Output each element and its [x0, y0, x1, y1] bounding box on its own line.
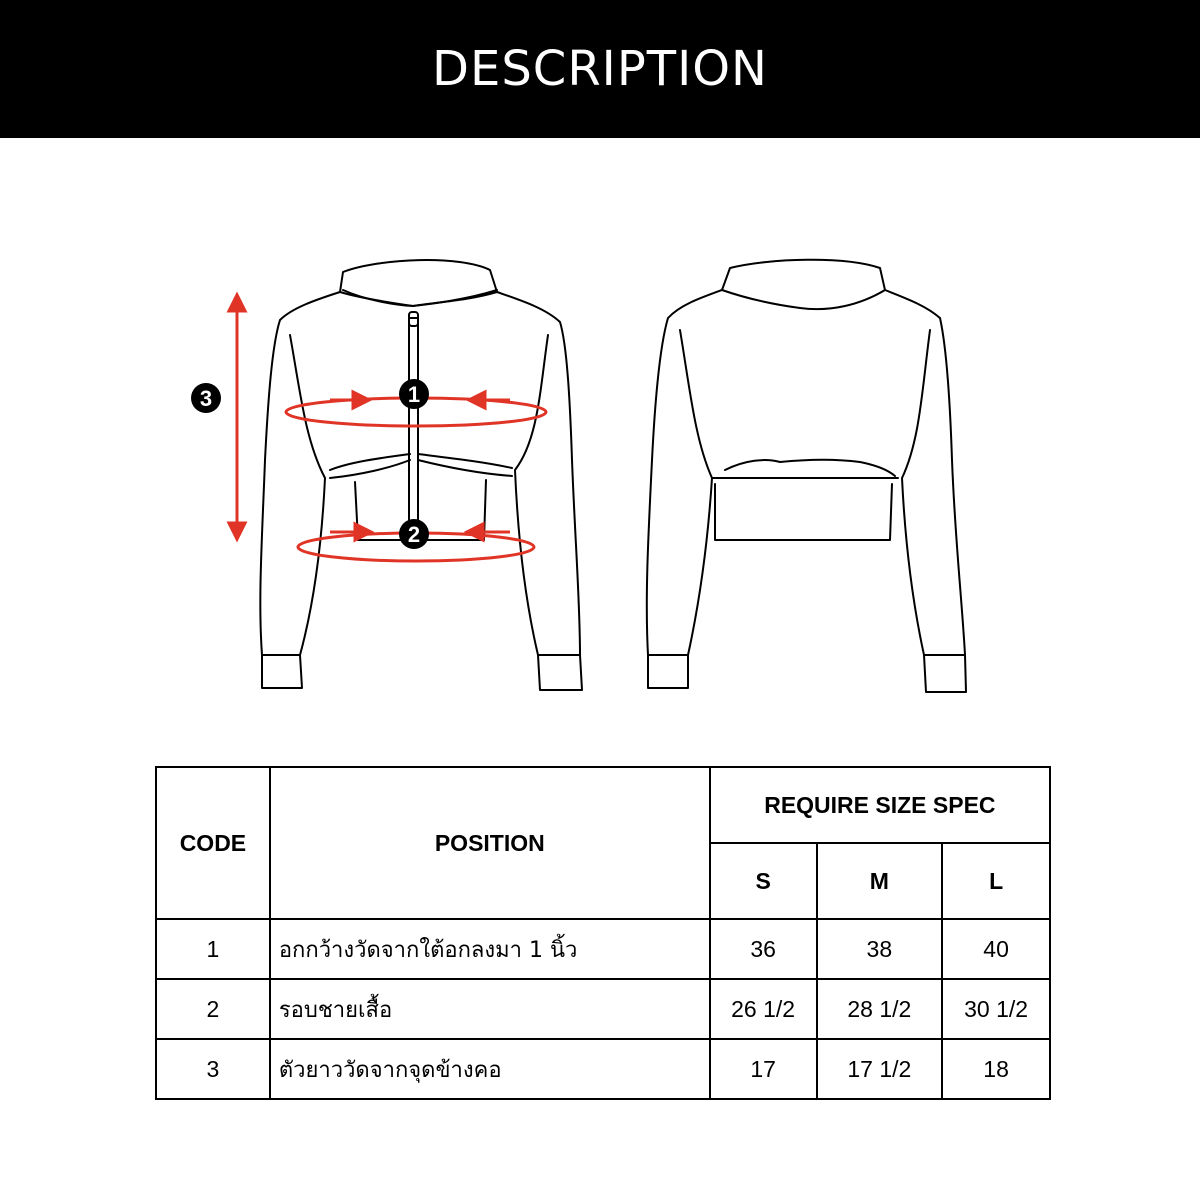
header-position: POSITION	[270, 767, 710, 919]
code-cell: 3	[156, 1039, 270, 1099]
size-m-cell: 28 1/2	[817, 979, 943, 1039]
size-l-cell: 18	[942, 1039, 1050, 1099]
marker-2	[399, 519, 429, 549]
svg-text:2: 2	[407, 522, 421, 547]
front-view-drawing	[260, 260, 582, 690]
size-s-cell: 26 1/2	[710, 979, 817, 1039]
marker-1	[399, 379, 429, 409]
garment-illustration	[0, 138, 1200, 758]
table-row	[156, 979, 1050, 1039]
page-title: DESCRIPTION	[432, 41, 768, 97]
header-size-m: M	[817, 843, 943, 919]
marker-3	[191, 383, 221, 413]
code-cell: 1	[156, 919, 270, 979]
size-s-cell: 17	[710, 1039, 817, 1099]
size-spec-table	[155, 766, 1051, 1100]
size-l-cell: 30 1/2	[942, 979, 1050, 1039]
position-cell: อกกว้างวัดจากใต้อกลงมา 1 นิ้ว	[270, 919, 710, 979]
position-cell: ตัวยาววัดจากจุดข้างคอ	[270, 1039, 710, 1099]
table-row	[156, 919, 1050, 979]
code-cell: 2	[156, 979, 270, 1039]
table-row	[156, 1039, 1050, 1099]
size-m-cell: 17 1/2	[817, 1039, 943, 1099]
header-code: CODE	[156, 767, 270, 919]
svg-text:3: 3	[199, 386, 213, 411]
header-size-s: S	[710, 843, 817, 919]
svg-text:1: 1	[407, 382, 421, 407]
back-view-drawing	[647, 260, 966, 692]
header-size-l: L	[942, 843, 1050, 919]
size-s-cell: 36	[710, 919, 817, 979]
position-cell: รอบชายเสื้อ	[270, 979, 710, 1039]
header-bar	[0, 0, 1200, 138]
size-m-cell: 38	[817, 919, 943, 979]
size-l-cell: 40	[942, 919, 1050, 979]
header-require-size-spec: REQUIRE SIZE SPEC	[710, 767, 1050, 843]
